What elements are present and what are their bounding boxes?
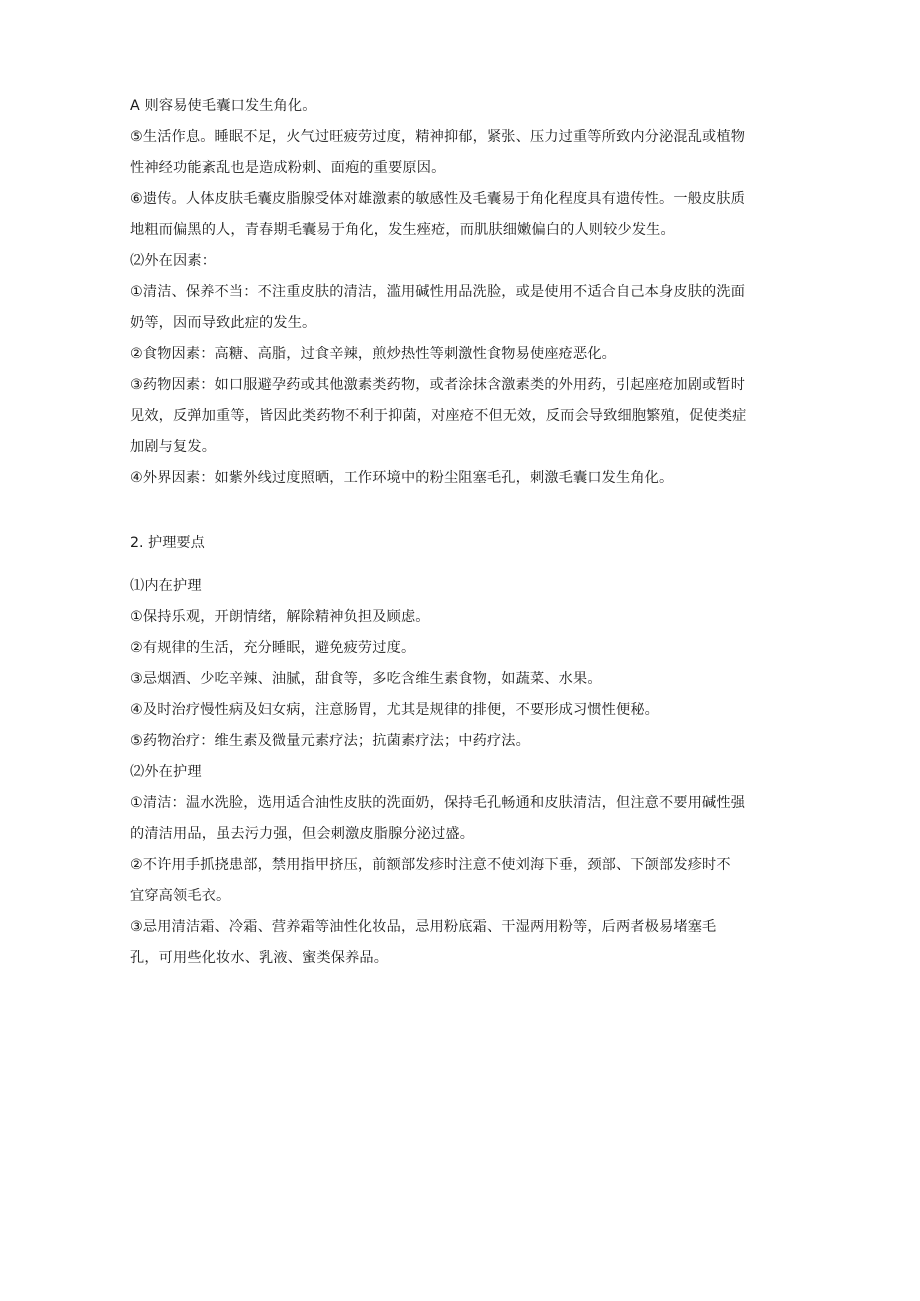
text-line: ②食物因素：高糖、高脂，过食辛辣，煎炒热性等刺激性食物易使座疮恶化。 [130,346,617,362]
text-line: ①保持乐观，开朗情绪，解除精神负担及顾虑。 [130,609,430,625]
text-line: 地粗而偏黑的人，青春期毛囊易于角化，发生痤疮，而肌肤细嫩偏白的人则较少发生。 [130,222,675,238]
text-line: ④外界因素：如紫外线过度照晒，工作环境中的粉尘阻塞毛孔，刺激毛囊口发生角化。 [130,470,674,486]
text-line: 奶等，因而导致此症的发生。 [130,315,317,331]
text-line: ⑤生活作息。睡眠不足，火气过旺疲劳过度，精神抑郁，紧张、压力过重等所致内分泌混乱或植物 [130,129,746,145]
text-line: 的清洁用品，虽去污力强，但会刺激皮脂腺分泌过盛。 [130,826,475,842]
text-line: ③忌烟酒、少吃辛辣、油腻，甜食等，多吃含维生素食物，如蔬菜、水果。 [130,671,602,687]
text-line: ②不许用手抓挠患部，禁用指甲挤压，前额部发疹时注意不使刘海下垂，颈部、下颌部发疹时不 [130,857,731,873]
spacer [130,559,792,571]
causes-section [130,91,792,494]
text-line: ②有规律的生活，充分睡眠，避免疲劳过度。 [130,640,416,656]
text-line: ①清洁、保养不当：不注重皮肤的清洁，滥用碱性用品洗脸，或是使用不适合自己本身皮肤的洗面 [130,284,746,300]
text-line: ①清洁：温水洗脸，选用适合油性皮肤的洗面奶，保持毛孔畅通和皮肤清洁，但注意不要用碱性强 [130,795,746,811]
text-line: 见效，反弹加重等，皆因此类药物不利于抑菌，对座疮不但无效，反而会导致细胞繁殖，促使类症 [130,408,747,424]
text-line: A 则容易使毛囊口发生角化。 [130,98,317,114]
text-line: 孔，可用些化妆水、乳液、蜜类保养品。 [130,950,389,966]
text-line: 加剧与复发。 [130,439,217,455]
text-line: 宜穿高领毛衣。 [130,888,231,904]
text-line: ⑥遗传。人体皮肤毛囊皮脂腺受体对雄激素的敏感性及毛囊易于角化程度具有遗传性。一般皮肤质 [130,191,746,207]
text-line: ⑤药物治疗：维生素及微量元素疗法；抗菌素疗法；中药疗法。 [130,733,530,749]
text-line: ④及时治疗慢性病及妇女病，注意肠胃，尤其是规律的排便，不要形成习惯性便秘。 [130,702,660,718]
text-line: ⑴内在护理 [130,578,202,594]
text-line: ⑵外在因素： [130,253,217,269]
spacer [130,494,792,528]
document-page [130,91,792,974]
text-line: ⑵外在护理 [130,764,202,780]
text-line: ③药物因素：如口服避孕药或其他激素类药物，或者涂抹含激素类的外用药，引起座疮加剧或暂时 [130,377,746,393]
section-heading: 2. 护理要点 [130,535,205,551]
care-section [130,571,792,974]
text-line: 性神经功能紊乱也是造成粉刺、面疱的重要原因。 [130,160,446,176]
text-line: ③忌用清洁霜、冷霜、营养霜等油性化妆品，忌用粉底霜、干湿两用粉等，后两者极易堵塞毛 [130,919,717,935]
